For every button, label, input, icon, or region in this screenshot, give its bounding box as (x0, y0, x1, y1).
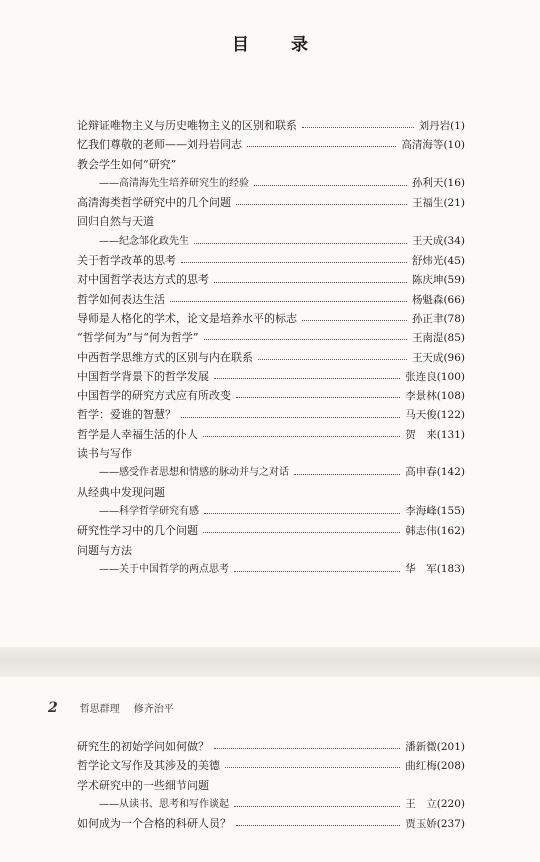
dot-leader (247, 146, 396, 147)
dot-leader (214, 748, 400, 749)
toc-entry-title: 中西哲学思维方式的区别与内在联系 (77, 350, 253, 364)
toc-entry (77, 212, 465, 231)
toc-entry-page: (220) (436, 797, 465, 810)
toc-entry-author: 潘新微 (405, 741, 437, 753)
toc-entry-author: 舒炜光 (411, 255, 444, 268)
toc-entry (77, 521, 465, 540)
toc-entry (77, 795, 465, 814)
toc-entry-page: (45) (443, 255, 465, 268)
toc-entry-title: 回归自然与天道 (77, 215, 154, 229)
toc-entry (77, 444, 465, 463)
toc-entry (77, 776, 465, 795)
toc-entry-author: 高清海等 (401, 139, 444, 152)
dot-leader (204, 513, 400, 514)
toc-title: 目 录 (232, 35, 326, 55)
toc-entry-author: 刘丹岩 (418, 120, 451, 132)
toc-entry (77, 425, 465, 444)
toc-entry-page: (34) (443, 234, 465, 247)
toc-entry (77, 270, 465, 289)
toc-entry-page: (201) (436, 741, 465, 753)
toc-entry-title: 忆我们尊敬的老师——刘丹岩同志 (77, 138, 242, 152)
toc-entry-author: 孙利天 (411, 176, 444, 189)
toc-entry-title: 研究性学习中的几个问题 (77, 524, 198, 538)
toc-entry-title: 哲学是人幸福生活的仆人 (77, 427, 198, 441)
dot-leader (225, 767, 400, 768)
toc-entry-title: 教会学生如何“研究” (77, 157, 177, 171)
toc-entry (77, 290, 465, 309)
dot-leader (234, 571, 400, 572)
toc-entry-page: (66) (443, 293, 465, 306)
toc-entry-page: (122) (436, 409, 465, 422)
toc-entry-page: (16) (443, 176, 465, 189)
toc-entry (77, 251, 465, 270)
dot-leader (181, 417, 400, 418)
toc-entry-author: 孙正聿 (411, 312, 444, 325)
toc-entry-author: 张连良 (405, 370, 437, 383)
toc-list-bottom (77, 737, 465, 833)
toc-entry (77, 541, 465, 560)
toc-entry-page: (108) (436, 390, 465, 403)
dot-leader (236, 204, 407, 205)
toc-entry-page: (59) (443, 274, 465, 287)
toc-entry-title: 论辩证唯物主义与历史唯物主义的区别和联系 (77, 119, 297, 132)
toc-entry-author: 韩志伟 (405, 525, 437, 538)
toc-entry-page: (155) (436, 504, 465, 517)
toc-entry (77, 756, 465, 775)
toc-entry-title: ——科学哲学研究有感 (99, 505, 199, 517)
toc-entry-title: 哲学：爱谁的智慧？ (77, 408, 176, 422)
toc-entry-author: 贺 来 (405, 428, 437, 441)
toc-entry-title: 读书与写作 (77, 447, 132, 461)
toc-entry-page: (237) (436, 818, 465, 831)
dot-leader (181, 262, 407, 263)
toc-entry-title: ——感受作者思想和情感的脉动并与之对话 (99, 467, 289, 479)
dot-leader (302, 127, 414, 128)
book-title: 哲思群理 (79, 704, 120, 715)
toc-entry (77, 560, 465, 579)
toc-entry (77, 328, 465, 347)
toc-entry-author: 李海峰 (405, 504, 437, 517)
dot-leader (170, 301, 407, 302)
dot-leader (302, 320, 407, 321)
running-header (48, 700, 174, 716)
toc-entry-page: (78) (443, 312, 465, 325)
toc-entry-title: 关于哲学改革的思考 (77, 254, 176, 268)
dot-leader (203, 532, 400, 533)
toc-entry-title: 问题与方法 (77, 543, 132, 557)
toc-entry (77, 348, 465, 367)
toc-entry-author: 杨魁森 (411, 293, 444, 306)
toc-entry-author: 王天成 (411, 234, 444, 247)
dot-leader (214, 282, 407, 283)
toc-entry-title: 导师是人格化的学术，论文是培养水平的标志 (77, 311, 297, 325)
toc-entry-title: “哲学何为”与“何为哲学” (77, 331, 199, 345)
toc-entry-title: 哲学论文写作及其涉及的美德 (77, 759, 220, 773)
toc-entry-title: 中国哲学的研究方式应有所改变 (77, 389, 231, 403)
toc-entry-title: 从经典中发现问题 (77, 485, 165, 499)
page-separator (0, 647, 540, 677)
dot-leader (258, 359, 407, 360)
toc-entry-title: ——关于中国哲学的两点思考 (99, 563, 229, 575)
dot-leader (214, 378, 400, 379)
dot-leader (294, 474, 400, 475)
toc-entry (77, 405, 465, 424)
toc-entry-page: (183) (436, 562, 465, 575)
toc-entry-title: 哲学如何表达生活 (77, 292, 165, 306)
toc-entry (77, 135, 465, 154)
dot-leader (254, 185, 407, 186)
toc-entry (77, 502, 465, 521)
toc-entry-author: 王天成 (411, 351, 444, 364)
toc-entry-page: (162) (436, 525, 465, 538)
toc-entry-title: ——纪念邹化政先生 (99, 235, 189, 247)
toc-entry-title: ——高清海先生培养研究生的经验 (99, 177, 249, 189)
toc-entry (77, 814, 465, 833)
dot-leader (194, 243, 407, 244)
toc-entry (77, 367, 465, 386)
toc-entry (77, 737, 465, 756)
toc-entry-title: 如何成为一个合格的科研人员？ (77, 817, 231, 831)
toc-entry-page: (21) (443, 197, 465, 210)
dot-leader (203, 436, 400, 437)
toc-entry-author: 马天俊 (405, 409, 437, 422)
toc-entry-page: (85) (443, 332, 465, 345)
toc-entry-author: 王 立 (405, 797, 437, 810)
toc-entry-title: 中国哲学背景下的哲学发展 (77, 369, 209, 383)
toc-entry-author: 高申春 (405, 466, 437, 479)
toc-entry-title: 研究生的初始学问如何做？ (77, 740, 209, 753)
toc-entry (77, 386, 465, 405)
dot-leader (236, 397, 400, 398)
toc-entry-author: 李景林 (405, 390, 437, 403)
toc-entry-title: 高清海类哲学研究中的几个问题 (77, 196, 231, 210)
toc-list-top (77, 116, 465, 579)
dot-leader (236, 825, 400, 826)
page-number: 2 (48, 700, 58, 716)
toc-entry-page: (100) (436, 370, 465, 383)
toc-entry-author: 王福生 (411, 197, 444, 210)
toc-entry (77, 155, 465, 174)
toc-entry-author: 王南湜 (411, 332, 444, 345)
toc-entry-title: ——从读书、思考和写作谈起 (99, 798, 229, 810)
toc-entry-author: 陈庆坤 (411, 274, 444, 287)
toc-entry-author: 曲红梅 (405, 760, 437, 773)
dot-leader (234, 806, 400, 807)
toc-entry-title: 学术研究中的一些细节问题 (77, 778, 209, 792)
toc-entry-author: 华 军 (405, 562, 437, 575)
toc-entry (77, 116, 465, 135)
toc-entry (77, 483, 465, 502)
toc-entry (77, 463, 465, 482)
toc-entry-page: (96) (443, 351, 465, 364)
toc-entry-author: 贾玉娇 (405, 818, 437, 831)
toc-entry-page: (208) (436, 760, 465, 773)
toc-entry (77, 309, 465, 328)
toc-entry (77, 193, 465, 212)
toc-entry-page: (10) (443, 139, 465, 152)
toc-entry-page: (1) (450, 120, 465, 132)
toc-entry-title: 对中国哲学表达方式的思考 (77, 273, 209, 287)
toc-entry-page: (142) (436, 466, 465, 479)
dot-leader (204, 339, 407, 340)
toc-entry (77, 174, 465, 193)
toc-entry-page: (131) (436, 428, 465, 441)
book-subtitle: 修齐治平 (133, 704, 174, 715)
toc-entry (77, 232, 465, 251)
